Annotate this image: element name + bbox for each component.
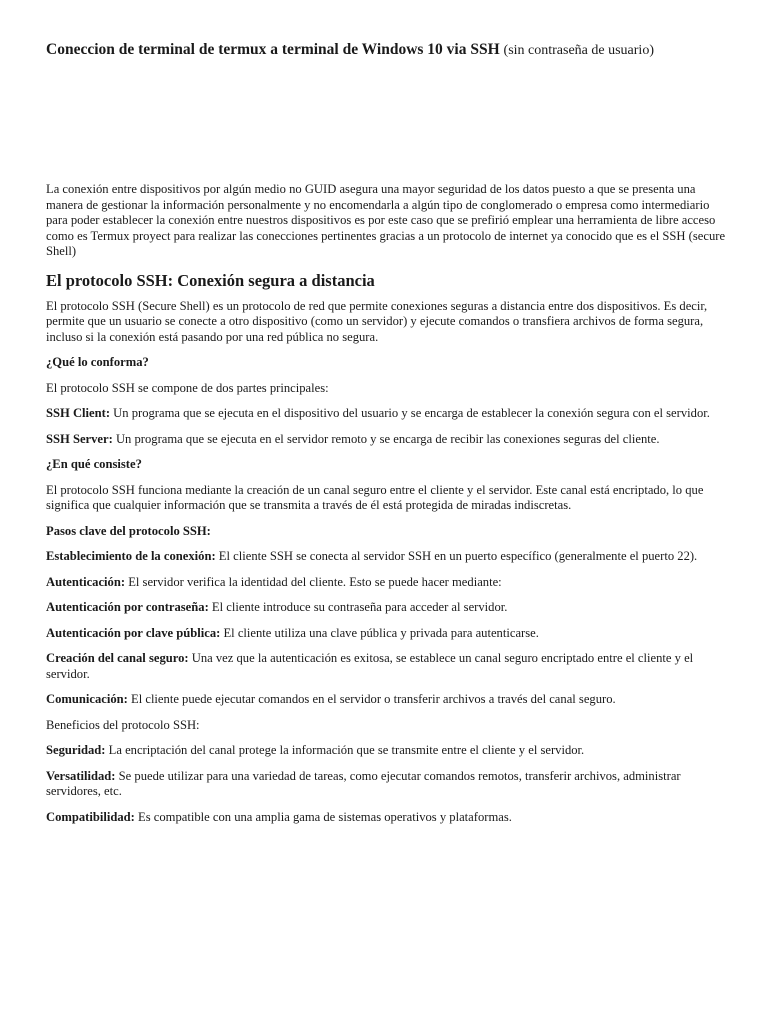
description: La encriptación del canal protege la información que se transmite entre el cliente y el servidor.: [105, 743, 585, 757]
description: El cliente SSH se conecta al servidor SSH en un puerto específico (generalmente el puerto 22).: [215, 549, 698, 563]
term: Autenticación por contraseña:: [46, 600, 209, 614]
question-composition: ¿Qué lo conforma?: [46, 355, 149, 369]
ssh-server-item: [46, 432, 726, 448]
blank-space: [46, 60, 726, 182]
step-item: [46, 651, 726, 682]
description: El cliente puede ejecutar comandos en el servidor o transferir archivos a través del canal seguro.: [127, 692, 616, 706]
description: Es compatible con una amplia gama de sistemas operativos y plataformas.: [134, 809, 512, 824]
question-how-it-works: ¿En qué consiste?: [46, 457, 142, 471]
benefits-heading: Beneficios del protocolo SSH:: [46, 717, 200, 732]
title-subtitle: (sin contraseña de usuario): [503, 43, 654, 58]
step-item: [46, 600, 726, 616]
definition-paragraph: El protocolo SSH (Secure Shell) es un protocolo de red que permite conexiones seguras a distancia entre dos dispositivos. Es decir, permite que un usuario se conecte a otro dispositivo (como un servidor) y ejecute comandos o transfiera archivos de forma segura, incluso si la conexión está pasando por una red pública no segura.: [46, 298, 708, 344]
intro-paragraph: La conexión entre dispositivos por algún medio no GUID asegura una mayor seguridad de los datos puesto a que se presenta una manera de gestionar la información personalmente y no encomendarla a algún tipo de conglomerado o empresa como intermediario para poder establecer la conexión entre nuestros dispositivos es por este caso que se prefirió emplear una herramienta de libre acceso como es Termux proyect para realizar las conecciones pertinentes gracias a un protocolo de internet ya conocido que es el SSH (secure Shell): [46, 182, 726, 258]
term: Versatilidad:: [46, 768, 116, 783]
step-item: [46, 626, 726, 642]
term: Compatibilidad:: [46, 809, 135, 824]
description: Se puede utilizar para una variedad de tareas, como ejecutar comandos remotos, transferir archivos, administrar servidores, etc.: [46, 768, 681, 798]
description: Una vez que la autenticación es exitosa, se establece un canal seguro encriptado entre el cliente y el servidor.: [46, 651, 694, 681]
description: El cliente utiliza una clave pública y privada para autenticarse.: [220, 625, 539, 640]
term: Seguridad:: [46, 743, 106, 757]
benefit-item: [46, 810, 726, 826]
composition-paragraph: El protocolo SSH se compone de dos partes principales:: [46, 380, 329, 395]
description: El servidor verifica la identidad del cliente. Esto se puede hacer mediante:: [125, 574, 502, 589]
term: Creación del canal seguro:: [46, 651, 189, 665]
benefit-item: [46, 743, 726, 759]
term: Autenticación por clave pública:: [46, 625, 221, 640]
term: Autenticación:: [46, 574, 126, 589]
step-item: [46, 549, 726, 565]
description: El cliente introduce su contraseña para acceder al servidor.: [208, 600, 508, 614]
term: Establecimiento de la conexión:: [46, 549, 216, 563]
title-main: Coneccion de terminal de termux a terminal de Windows 10 via SSH: [46, 41, 500, 58]
step-item: [46, 575, 726, 591]
document-title: [46, 40, 726, 60]
step-item: [46, 692, 726, 708]
ssh-client-item: [46, 406, 726, 422]
term: SSH Server:: [46, 431, 113, 446]
description: Un programa que se ejecuta en el dispositivo del usuario y se encarga de establecer la conexión segura con el servidor.: [110, 406, 710, 420]
term: Comunicación:: [46, 692, 128, 706]
section-heading: El protocolo SSH: Conexión segura a distancia: [46, 270, 375, 290]
benefit-item: [46, 769, 726, 800]
explanation-paragraph: El protocolo SSH funciona mediante la creación de un canal seguro entre el cliente y el servidor. Este canal está encriptado, lo que significa que cualquier información que se transmita a través de él está protegida de miradas indiscretas.: [46, 482, 704, 512]
steps-heading: Pasos clave del protocolo SSH:: [46, 523, 211, 538]
term: SSH Client:: [46, 406, 111, 420]
description: Un programa que se ejecuta en el servidor remoto y se encarga de recibir las conexiones seguras del cliente.: [112, 431, 660, 446]
document-page: [46, 40, 726, 835]
